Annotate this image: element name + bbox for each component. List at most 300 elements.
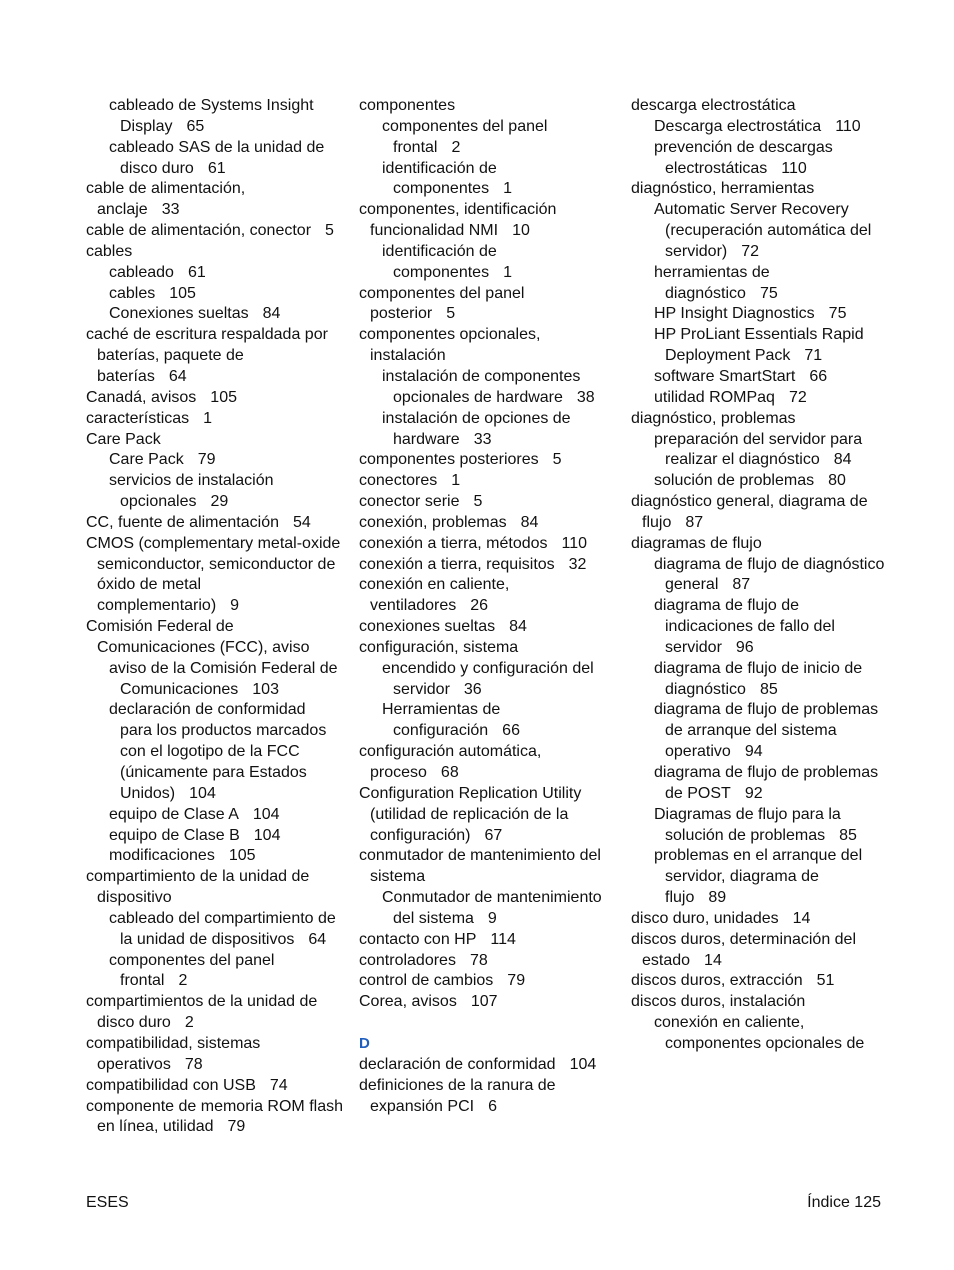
index-entry-text: operativo <box>665 743 731 761</box>
index-entry-line <box>359 284 627 305</box>
index-entry-text: discos duros, instalación <box>631 993 806 1011</box>
index-entry-text: funcionalidad NMI <box>370 222 499 240</box>
index-entry <box>86 1034 354 1076</box>
index-entry-line <box>654 242 899 263</box>
index-entry-line <box>86 575 354 596</box>
index-entry-text: compatibilidad con USB <box>86 1076 256 1094</box>
index-entry <box>86 534 354 617</box>
index-entry-line <box>109 826 354 847</box>
index-page-number: 89 <box>708 889 727 907</box>
index-entry-line <box>631 992 899 1013</box>
index-entry-line <box>654 263 899 284</box>
index-entry-line <box>109 138 354 159</box>
index-entry-line <box>359 596 627 617</box>
index-entry-text: definiciones de la ranura de <box>359 1076 556 1094</box>
index-page-number: 92 <box>744 784 763 802</box>
index-page-number: 104 <box>252 805 280 823</box>
index-entry-line <box>109 846 354 867</box>
index-page-number: 79 <box>197 451 216 469</box>
index-page-number: 87 <box>732 576 751 594</box>
index-entry-text: Deployment Pack <box>665 347 791 365</box>
footer-page-label: Índice 125 <box>807 1194 881 1211</box>
index-entry-text: software SmartStart <box>654 367 796 385</box>
index-entry-text: cableado del compartimiento de <box>109 909 336 927</box>
index-entry-text: conectores <box>359 472 438 490</box>
index-entry-text: Comunicaciones <box>120 680 239 698</box>
index-page-number: 14 <box>704 951 722 969</box>
index-subentry <box>631 846 899 909</box>
index-entry-line <box>86 888 354 909</box>
footer-section-code: ESES <box>86 1194 129 1211</box>
index-entry-text: servidor <box>393 680 450 698</box>
index-entry-line <box>86 555 354 576</box>
index-entry-text: conmutador de mantenimiento del <box>359 847 601 865</box>
index-entry-line <box>109 930 354 951</box>
index-entry-text: ventiladores <box>370 597 457 615</box>
index-entry <box>359 96 627 117</box>
index-entry-line <box>654 471 899 492</box>
index-entry <box>631 992 899 1013</box>
index-subentry <box>631 596 899 659</box>
index-entry-text: configuración <box>393 722 489 740</box>
index-entry-text: conexión a tierra, requisitos <box>359 555 555 573</box>
index-entry-text: (únicamente para Estados <box>120 764 307 781</box>
index-entry-line <box>109 700 354 721</box>
index-subentry <box>631 430 899 472</box>
index-entry-line <box>654 617 899 638</box>
index-entry-line <box>86 430 354 451</box>
index-entry-text: electrostáticas <box>665 159 768 177</box>
index-entry-text: Corea, avisos <box>359 993 457 1011</box>
index-page-number: 84 <box>262 305 281 323</box>
index-entry <box>86 617 354 659</box>
index-entry <box>631 96 899 117</box>
index-entry <box>86 409 354 430</box>
index-entry-text: diagnóstico <box>665 680 746 698</box>
index-entry-line <box>654 221 899 242</box>
index-entry-line <box>86 200 354 221</box>
index-entry-line <box>631 179 899 200</box>
index-entry-line <box>654 346 899 367</box>
index-entry <box>359 784 627 847</box>
index-page-number: 38 <box>576 388 595 406</box>
index-entry-text: encendido y configuración del <box>382 659 594 677</box>
index-entry-text: frontal <box>120 972 165 990</box>
index-entry <box>359 325 627 367</box>
index-page-number: 65 <box>186 117 205 135</box>
index-column-1 <box>86 96 354 1138</box>
index-entry-line <box>654 805 899 826</box>
index-entry-text: cableado <box>109 263 174 281</box>
index-entry <box>631 971 899 992</box>
index-entry-line <box>109 763 354 784</box>
index-entry <box>359 534 627 555</box>
index-subentry <box>86 659 354 701</box>
index-page-number: 110 <box>561 534 588 552</box>
index-entry <box>359 492 627 513</box>
index-entry-text: diagrama de flujo de inicio de <box>654 659 863 677</box>
index-entry <box>86 513 354 534</box>
index-page-number: 64 <box>168 367 187 385</box>
index-entry-line <box>109 784 354 805</box>
index-subentry <box>631 763 899 805</box>
index-page-number: 75 <box>759 284 778 302</box>
index-entry <box>631 409 899 430</box>
index-subentry <box>631 263 899 305</box>
index-entry-text: instalación de componentes <box>382 367 581 385</box>
index-subentry <box>359 242 627 284</box>
index-page-number: 104 <box>253 826 281 844</box>
index-page-number: 72 <box>788 388 807 406</box>
index-page-number: 9 <box>487 909 497 927</box>
index-entry-line <box>654 596 899 617</box>
index-entry-line <box>359 971 627 992</box>
index-page-number: 9 <box>230 597 240 615</box>
index-entry-line <box>654 638 899 659</box>
index-entry-line <box>359 1097 627 1118</box>
index-entry <box>86 179 354 221</box>
index-entry-text: (recuperación automática del <box>665 222 872 240</box>
index-entry-line <box>359 992 627 1013</box>
index-entry-line <box>86 179 354 200</box>
index-subentry <box>86 263 354 284</box>
index-entry-text: cables <box>86 242 133 260</box>
index-entry-line <box>382 367 627 388</box>
index-page-number: 114 <box>490 930 516 948</box>
index-entry-line <box>86 534 354 555</box>
index-entry-line <box>631 492 899 513</box>
index-entry-text: baterías <box>97 367 155 385</box>
index-entry-text: caché de escritura respaldada por <box>86 326 328 344</box>
index-entry-text: Automatic Server Recovery <box>654 201 849 219</box>
index-entry-line <box>382 388 627 409</box>
index-page-number: 85 <box>759 680 778 698</box>
index-page-number: 6 <box>488 1097 497 1115</box>
index-subentry <box>631 138 899 180</box>
index-entry-line <box>382 409 627 430</box>
index-entry-line <box>654 555 899 576</box>
index-subentry <box>86 304 354 325</box>
index-subentry <box>631 1013 899 1055</box>
index-entry-text: compatibilidad, sistemas <box>86 1034 261 1052</box>
index-entry <box>359 1076 627 1118</box>
index-entry-text: aviso de la Comisión Federal de <box>109 659 338 677</box>
index-page-number: 94 <box>744 743 763 761</box>
index-entry-line <box>359 930 627 951</box>
index-entry-text: solución de problemas <box>665 826 826 844</box>
index-entry-line <box>359 513 627 534</box>
index-entry-line <box>86 346 354 367</box>
index-entry-text: CMOS (complementary metal-oxide <box>86 534 341 552</box>
index-entry-line <box>359 575 627 596</box>
index-entry-text: indicaciones de fallo del <box>665 618 835 636</box>
index-page-number: 36 <box>463 680 482 698</box>
index-entry-text: Comunicaciones (FCC), aviso <box>97 638 310 656</box>
index-entry-text: conector serie <box>359 493 460 511</box>
index-page-number: 51 <box>816 972 835 990</box>
index-entry-text: Descarga electrostática <box>654 117 822 135</box>
index-entry-text: semiconductor, semiconductor de <box>97 555 336 573</box>
index-entry-line <box>654 117 899 138</box>
index-entry-line <box>654 325 899 346</box>
index-entry-text: componentes <box>393 180 490 198</box>
index-entry-line <box>654 826 899 847</box>
index-entry-text: componentes <box>359 97 456 114</box>
index-entry-text: cable de alimentación, <box>86 180 246 198</box>
index-entry-line <box>359 1076 627 1097</box>
index-entry-line <box>109 304 354 325</box>
index-entry <box>359 450 627 471</box>
index-subentry <box>359 409 627 451</box>
index-entry <box>359 200 627 242</box>
index-entry-text: Comisión Federal de <box>86 618 234 636</box>
index-entry <box>631 909 899 930</box>
index-entry-line <box>654 1013 899 1034</box>
index-subentry <box>86 700 354 804</box>
index-entry-text: compartimientos de la unidad de <box>86 993 318 1011</box>
index-entry-text: sistema <box>370 868 426 886</box>
index-letter-heading: D <box>359 1034 370 1052</box>
index-entry-line <box>359 784 627 805</box>
index-entry-line <box>359 867 627 888</box>
index-entry <box>359 617 627 638</box>
index-subentry <box>359 659 627 701</box>
index-entry <box>359 930 627 951</box>
index-page-number: 32 <box>568 555 587 573</box>
index-entry <box>86 992 354 1034</box>
index-entry <box>359 951 627 972</box>
index-entry-line <box>86 221 354 242</box>
index-entry-line <box>86 325 354 346</box>
index-subentry <box>359 159 627 201</box>
index-subentry <box>86 450 354 471</box>
index-page-number: 5 <box>552 451 562 469</box>
index-entry-line <box>359 763 627 784</box>
index-entry-line <box>654 450 899 471</box>
index-page-number: 1 <box>503 180 512 198</box>
index-page-number: 103 <box>252 680 279 698</box>
index-entry-line <box>359 617 627 638</box>
index-entry-line <box>631 909 899 930</box>
index-entry-text: servidor <box>665 638 722 656</box>
index-entry-line <box>86 1117 354 1138</box>
index-entry-line <box>86 1013 354 1034</box>
index-entry-text: dispositivo <box>97 889 172 907</box>
index-entry-line <box>359 346 627 367</box>
index-entry-line <box>359 805 627 826</box>
index-column-2 <box>359 96 627 1117</box>
index-entry-text: componentes del panel <box>382 117 548 135</box>
index-entry-text: cable de alimentación, conector <box>86 222 312 240</box>
index-entry-text: flujo <box>642 513 672 531</box>
index-entry-text: discos duros, determinación del <box>631 930 857 948</box>
index-entry-line <box>654 784 899 805</box>
index-page-number: 96 <box>735 638 754 656</box>
index-subentry <box>359 888 627 930</box>
index-page-number: 79 <box>507 972 526 990</box>
index-entry-text: configuración) <box>370 826 471 844</box>
index-entry <box>86 242 354 263</box>
index-entry-text: complementario) <box>97 597 217 615</box>
index-entry-text: HP ProLiant Essentials Rapid <box>654 326 864 344</box>
index-column-3 <box>631 96 899 1055</box>
index-entry-text: solución de problemas <box>654 472 815 490</box>
index-entry-line <box>382 179 627 200</box>
index-entry-text: Herramientas de <box>382 701 501 719</box>
index-page-number: 1 <box>503 263 512 281</box>
index-entry-line <box>86 867 354 888</box>
index-entry <box>359 575 627 617</box>
index-entry-text: cables <box>109 284 156 302</box>
index-subentry <box>631 117 899 138</box>
index-entry-text: disco duro <box>97 1014 171 1032</box>
index-entry-text: disco duro <box>120 159 194 177</box>
index-entry-line <box>86 1097 354 1118</box>
index-entry-text: características <box>86 409 190 427</box>
index-page-number: 84 <box>833 451 852 469</box>
index-page-number: 66 <box>809 367 828 385</box>
index-entry-line <box>86 242 354 263</box>
index-entry-text: Unidos) <box>120 784 176 802</box>
index-entry-text: diagramas de flujo <box>631 534 762 552</box>
index-entry-text: conexión en caliente, <box>654 1014 805 1032</box>
index-entry-line <box>86 1055 354 1076</box>
index-entry-text: conexión en caliente, <box>359 576 510 594</box>
index-entry <box>86 867 354 909</box>
index-entry-line <box>359 471 627 492</box>
index-entry-line <box>654 159 899 180</box>
index-entry-line <box>359 951 627 972</box>
index-entry <box>359 555 627 576</box>
index-page-number: 107 <box>470 993 498 1011</box>
index-entry-line <box>86 1034 354 1055</box>
index-entry-text: control de cambios <box>359 972 494 990</box>
index-entry <box>86 430 354 451</box>
index-subentry <box>86 96 354 138</box>
index-entry-line <box>382 242 627 263</box>
index-entry-text: discos duros, extracción <box>631 972 803 990</box>
index-entry-line <box>382 138 627 159</box>
index-page-number: 68 <box>440 764 459 781</box>
index-page-number: 61 <box>207 159 226 177</box>
index-subentry <box>86 951 354 993</box>
index-entry-line <box>382 263 627 284</box>
index-page-number: 104 <box>189 784 216 802</box>
index-entry-text: instalación de opciones de <box>382 409 571 427</box>
index-page-number: 1 <box>203 409 213 427</box>
index-subentry <box>359 117 627 159</box>
index-entry-line <box>109 284 354 305</box>
index-page-number: 14 <box>792 909 811 927</box>
index-entry-line <box>631 513 899 534</box>
index-entry-line <box>109 471 354 492</box>
index-page-number: 2 <box>184 1014 194 1032</box>
index-entry-line <box>109 659 354 680</box>
index-page-number: 2 <box>451 138 461 156</box>
index-entry-text: hardware <box>393 430 460 448</box>
index-page-number: 79 <box>227 1118 246 1136</box>
index-page-number: 105 <box>210 388 237 406</box>
index-entry-line <box>631 951 899 972</box>
index-entry-line <box>654 200 899 221</box>
index-entry-line <box>86 1076 354 1097</box>
index-entry-line <box>109 492 354 513</box>
index-entry-line <box>109 450 354 471</box>
index-subentry <box>86 826 354 847</box>
index-entry-text: cableado SAS de la unidad de <box>109 138 325 156</box>
index-subentry <box>631 555 899 597</box>
index-page-number: 78 <box>469 951 488 969</box>
index-entry-text: servicios de instalación <box>109 472 274 490</box>
index-entry-text: componentes opcionales de <box>665 1034 865 1052</box>
index-entry-text: general <box>665 576 719 594</box>
index-entry-line <box>359 221 627 242</box>
index-entry-line <box>359 450 627 471</box>
index-entry-line <box>86 596 354 617</box>
index-entry-line <box>86 617 354 638</box>
index-subentry <box>86 846 354 867</box>
index-entry-line <box>382 159 627 180</box>
index-entry-line <box>382 721 627 742</box>
index-entry-text: conexión a tierra, métodos <box>359 534 548 552</box>
index-entry-line <box>359 1055 627 1076</box>
index-entry-text: Diagramas de flujo para la <box>654 805 841 823</box>
index-entry-line <box>654 430 899 451</box>
index-entry-text: frontal <box>393 138 438 156</box>
index-subentry <box>631 700 899 763</box>
index-entry-text: configuración, sistema <box>359 638 519 656</box>
index-entry <box>359 284 627 326</box>
index-page-number: 105 <box>169 284 196 302</box>
index-entry-text: con el logotipo de la FCC <box>120 743 300 761</box>
index-entry-text: Conexiones sueltas <box>109 305 249 323</box>
index-entry-text: componente de memoria ROM flash <box>86 1097 343 1115</box>
index-subentry <box>631 388 899 409</box>
index-page-number: 87 <box>685 513 704 531</box>
index-entry-text: disco duro, unidades <box>631 909 779 927</box>
index-entry-text: modificaciones <box>109 847 215 865</box>
index-entry-text: diagrama de flujo de <box>654 597 799 615</box>
index-entry-text: expansión PCI <box>370 1097 475 1115</box>
index-entry-text: componentes, identificación <box>359 201 557 219</box>
index-entry-line <box>631 534 899 555</box>
index-entry-text: anclaje <box>97 201 148 219</box>
index-entry-text: controladores <box>359 951 456 969</box>
index-entry-text: componentes del panel <box>109 951 275 969</box>
index-entry-text: compartimiento de la unidad de <box>86 868 310 886</box>
index-entry-text: flujo <box>665 889 695 907</box>
index-entry-text: opcionales <box>120 493 197 511</box>
index-entry <box>86 1097 354 1139</box>
index-entry-line <box>654 367 899 388</box>
index-page-number: 78 <box>184 1055 203 1073</box>
index-entry-line <box>654 888 899 909</box>
index-entry <box>86 221 354 242</box>
index-entry-line <box>654 575 899 596</box>
index-entry-text: componentes posteriores <box>359 451 539 469</box>
index-subentry <box>86 805 354 826</box>
index-entry <box>359 471 627 492</box>
index-entry-text: de arranque del sistema <box>665 722 837 740</box>
index-entry-text: Care Pack <box>86 430 161 448</box>
index-entry-text: Conmutador de mantenimiento <box>382 889 602 907</box>
index-page-number: 75 <box>828 305 847 323</box>
index-entry-line <box>654 700 899 721</box>
index-subentry <box>86 284 354 305</box>
index-entry-text: cableado de Systems Insight <box>109 97 314 114</box>
index-entry-line <box>109 96 354 117</box>
index-page-number: 80 <box>828 472 846 490</box>
